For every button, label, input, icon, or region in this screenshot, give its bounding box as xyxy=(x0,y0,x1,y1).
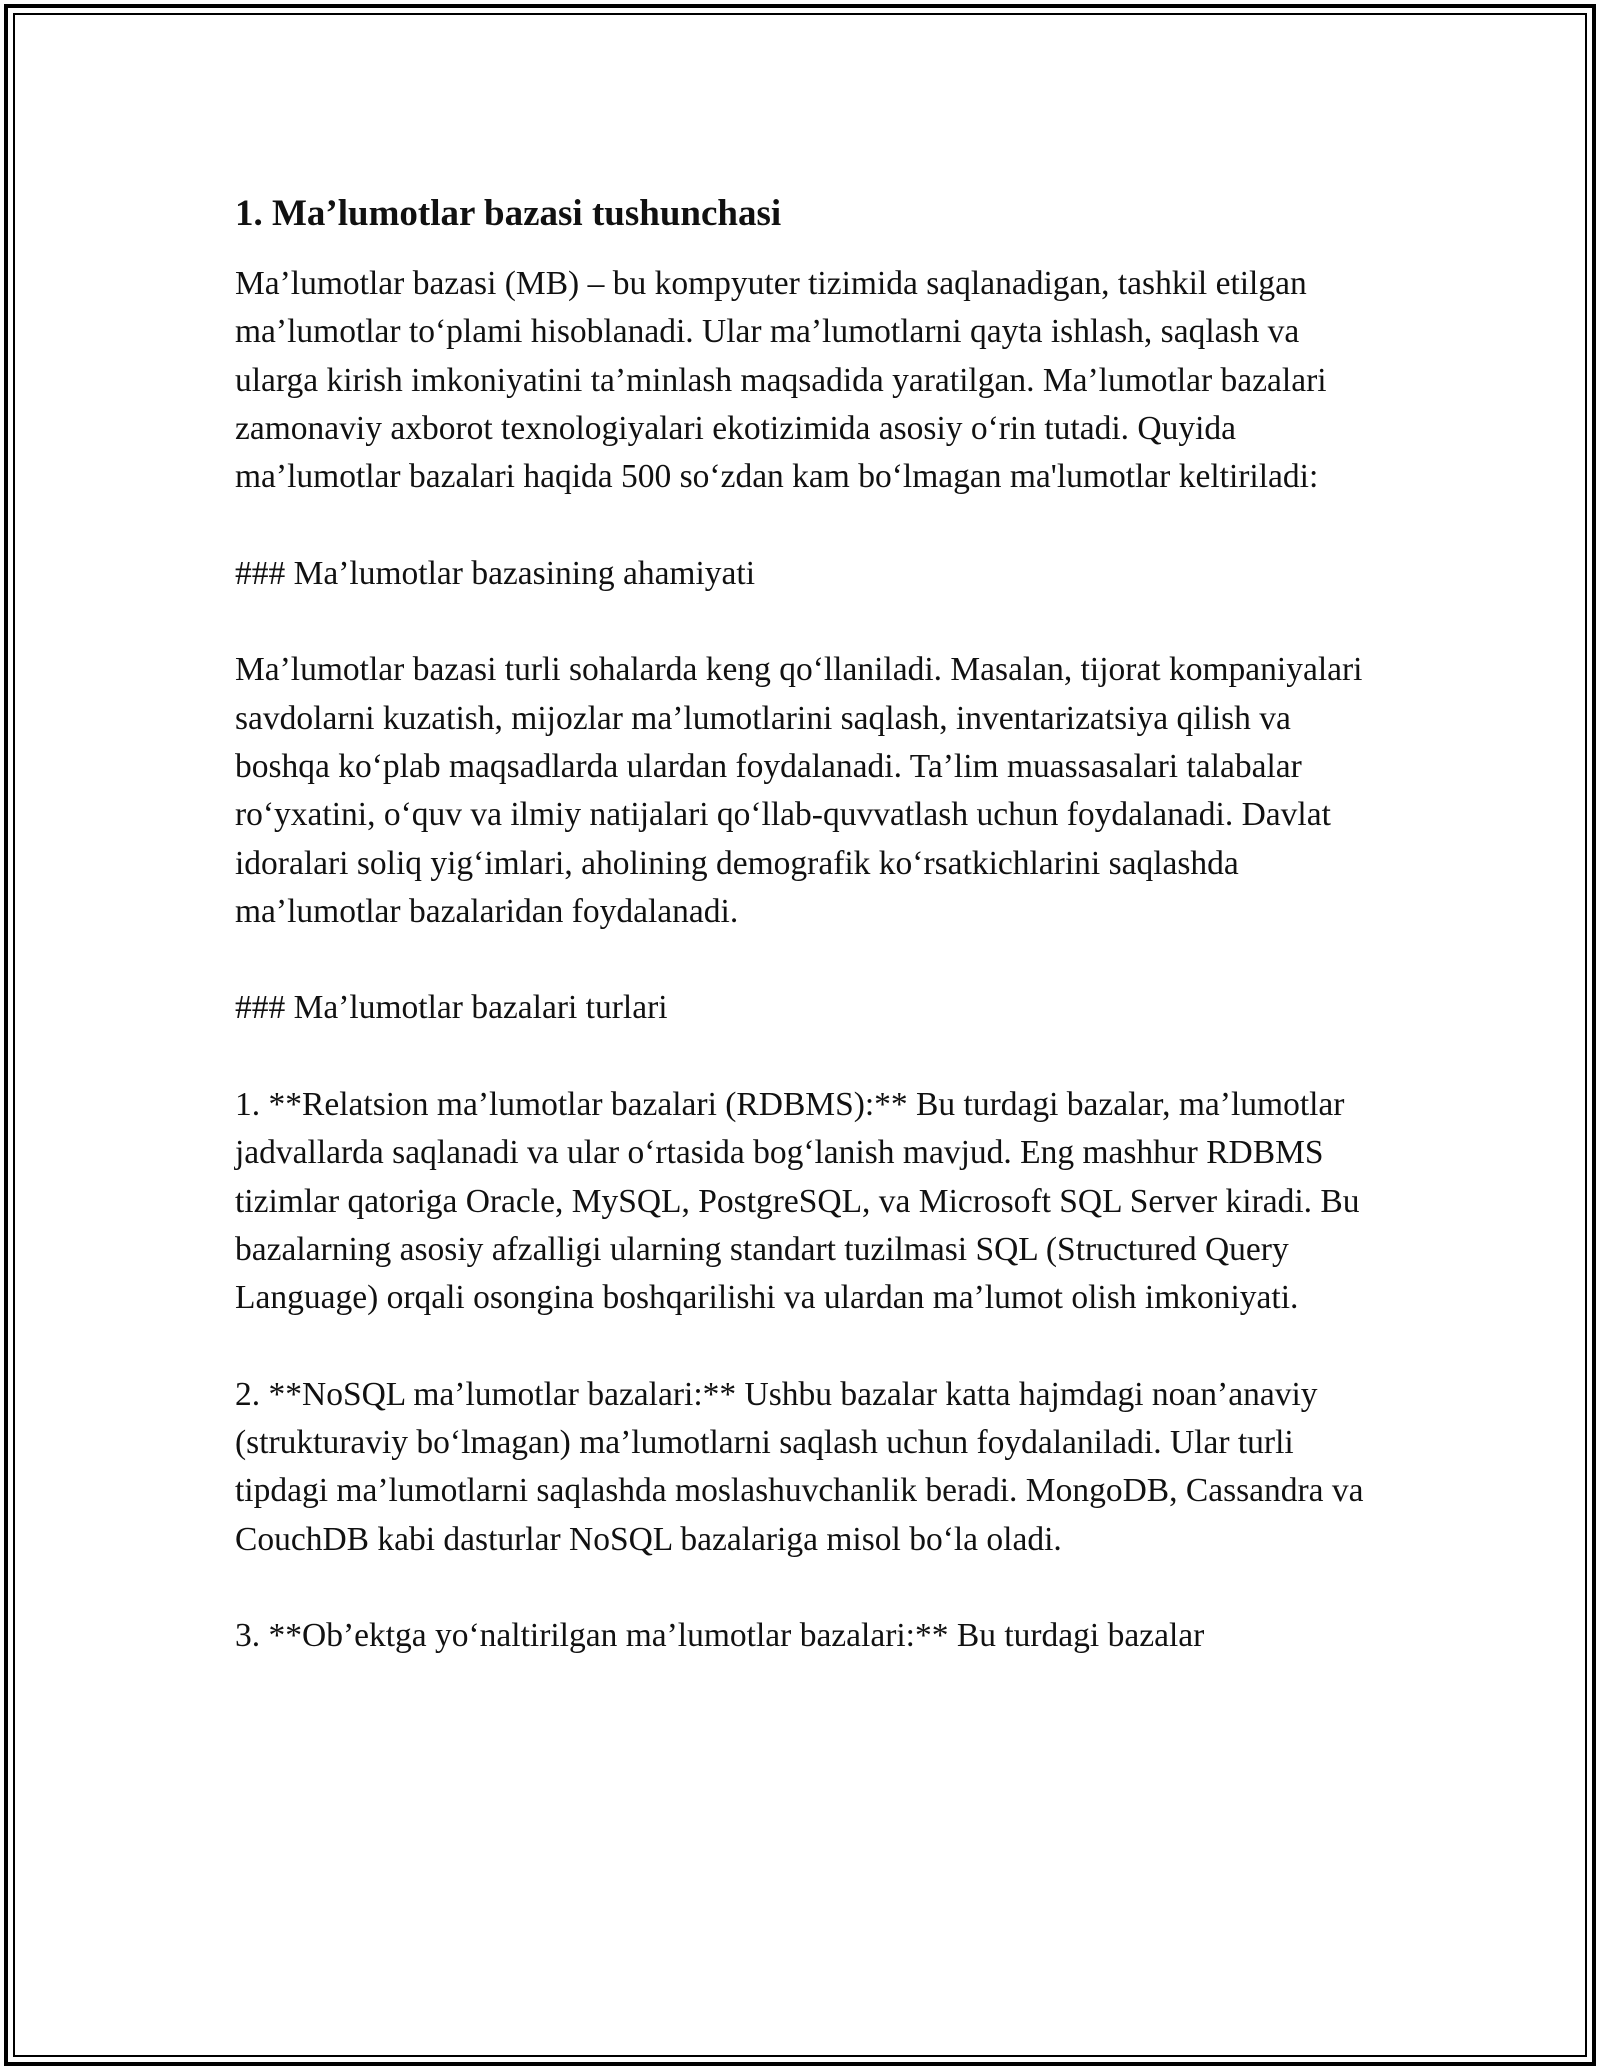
paragraph-spacer xyxy=(235,936,1385,984)
document-body xyxy=(235,188,1385,1661)
type-item-object-oriented: 3. **Ob’ektga yo‘naltirilgan ma’lumotlar bazalari:** Bu turdagi bazalar xyxy=(235,1617,1205,1655)
intro-paragraph: Ma’lumotlar bazasi (MB) – bu kompyuter tizimida saqlanadigan, tashkil etilgan ma’lumotlar to‘plami hisoblanadi. Ular ma’lumotlarni qayta ishlash, saqlash va ularga kirish imkoniyatini ta’minlash maqsadida yaratilgan. Ma’lumotlar bazalari zamonaviy axborot texnologiyalari ekotizimida asosiy o‘rin tutadi. Quyida ma’lumotlar bazalari haqida 500 so‘zdan kam bo‘lmagan ma'lumotlar keltiriladi: xyxy=(235,265,1327,496)
paragraph-spacer xyxy=(235,1564,1385,1612)
heading-types: ### Ma’lumotlar bazalari turlari xyxy=(235,989,668,1027)
document-title: 1. Ma’lumotlar bazasi tushunchasi xyxy=(235,193,782,234)
paragraph-spacer xyxy=(235,1323,1385,1371)
paragraph-spacer xyxy=(235,598,1385,646)
type-item-nosql: 2. **NoSQL ma’lumotlar bazalari:** Ushbu bazalar katta hajmdagi noan’anaviy (strukturaviy bo‘lmagan) ma’lumotlarni saqlash uchun foydalaniladi. Ular turli tipdagi ma’lumotlarni saqlashda moslashuvchanlik beradi. MongoDB, Cassandra va CouchDB kabi dasturlar NoSQL bazalariga misol bo‘la oladi. xyxy=(235,1375,1364,1558)
type-item-rdbms: 1. **Relatsion ma’lumotlar bazalari (RDBMS):** Bu turdagi bazalar, ma’lumotlar jadvallarda saqlanadi va ular o‘rtasida bog‘lanish mavjud. Eng mashhur RDBMS tizimlar qatoriga Oracle, MySQL, PostgreSQL, va Microsoft SQL Server kiradi. Bu bazalarning asosiy afzalligi ularning standart tuzilmasi SQL (Structured Query Language) orqali osongina boshqarilishi va ulardan ma’lumot olish imkoniyati. xyxy=(235,1086,1360,1317)
importance-paragraph: Ma’lumotlar bazasi turli sohalarda keng qo‘llaniladi. Masalan, tijorat kompaniyalari savdolarni kuzatish, mijozlar ma’lumotlarini saqlash, inventarizatsiya qilish va boshqa ko‘plab maqsadlarda ulardan foydalanadi. Ta’lim muassasalari talabalar ro‘yxatini, o‘quv va ilmiy natijalari qo‘llab-quvvatlash uchun foydalanadi. Davlat idoralari soliq yig‘imlari, aholining demografik ko‘rsatkichlarini saqlashda ma’lumotlar bazalaridan foydalanadi. xyxy=(235,651,1363,930)
paragraph-spacer xyxy=(235,501,1385,549)
paragraph-spacer xyxy=(235,1033,1385,1081)
heading-importance: ### Ma’lumotlar bazasining ahamiyati xyxy=(235,554,756,592)
